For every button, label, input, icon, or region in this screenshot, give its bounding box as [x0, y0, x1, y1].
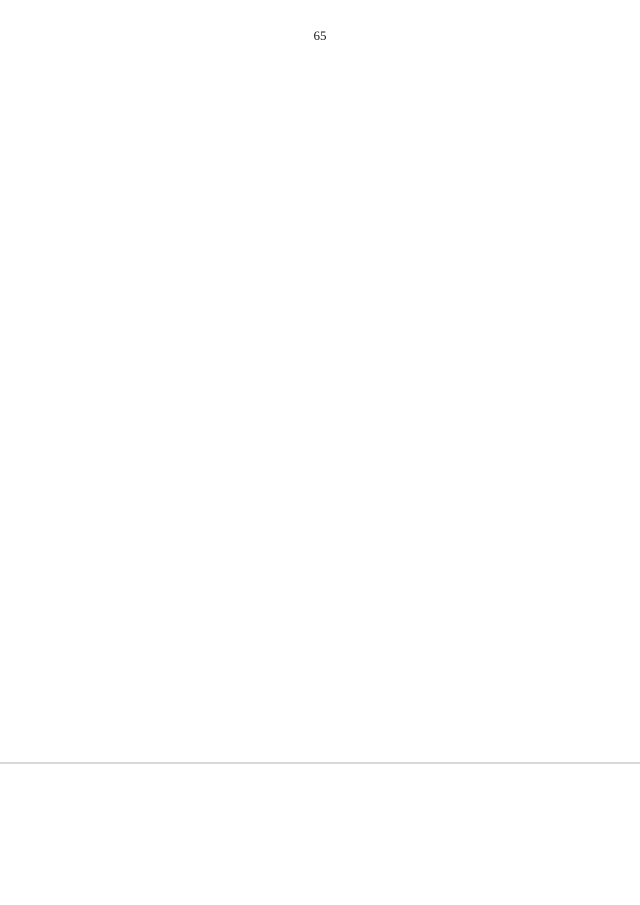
page-edge-shadow: [0, 762, 640, 764]
paragraph: [92, 126, 598, 142]
paragraph: [92, 94, 598, 110]
paragraph: [92, 174, 598, 190]
paragraph: [92, 62, 598, 78]
page-number: 65: [313, 28, 327, 43]
paragraph: [92, 158, 598, 174]
paragraph: [92, 190, 598, 206]
paragraph: [92, 142, 598, 158]
paragraph: [92, 78, 598, 94]
paragraph: [92, 46, 598, 62]
paragraph: [92, 110, 598, 126]
document-body: [92, 46, 598, 206]
